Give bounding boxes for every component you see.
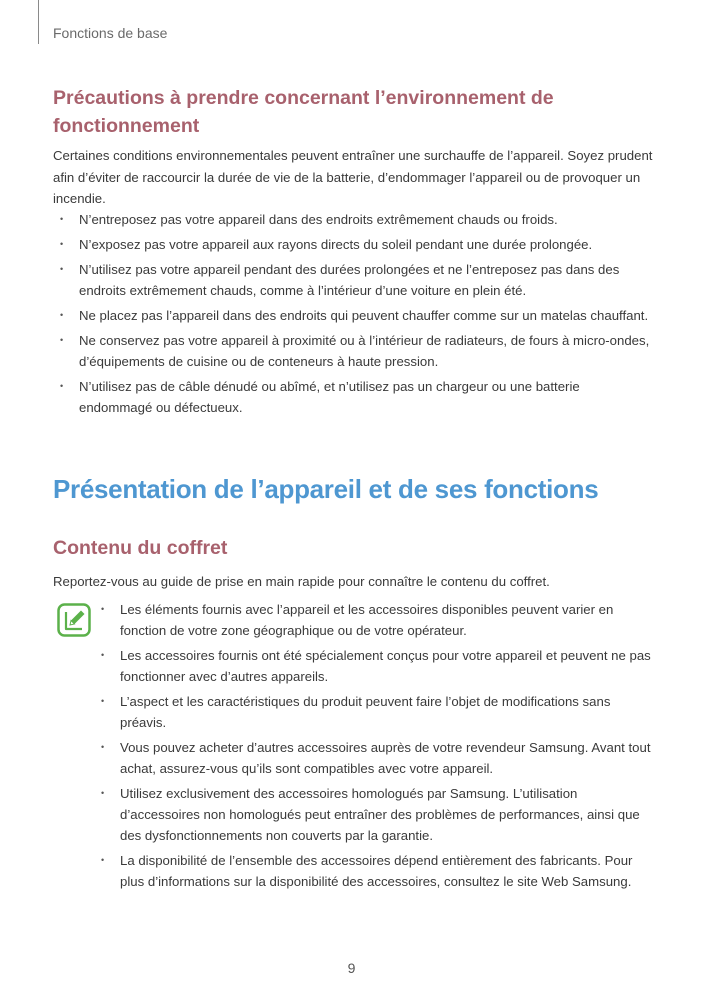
running-header: Fonctions de base — [53, 25, 168, 41]
list-item: • La disponibilité de l’ensemble des accessoires dépend entièrement des fabricants. Pour plus d’informations sur la disponibilité des accessoires, consultez le site Web Samsung. — [94, 850, 654, 892]
page-number: 9 — [347, 960, 356, 976]
list-item: • Ne placez pas l’appareil dans des endroits qui peuvent chauffer comme sur un matelas chauffant. — [53, 305, 653, 326]
note-pencil-icon — [57, 603, 91, 637]
list-item: • Utilisez exclusivement des accessoires homologués par Samsung. L’utilisation d’accessoires non homologués peut entraîner des problèmes de performances, ainsi que des dysfonctionnements non couverts par la garantie. — [94, 783, 654, 846]
list-item: • Ne conservez pas votre appareil à proximité ou à l’intérieur de radiateurs, de fours à micro-ondes, d’équipements de cuisine ou de conteneurs à haute pression. — [53, 330, 653, 372]
contenu-heading: Contenu du coffret — [53, 537, 228, 559]
contenu-notes-list — [94, 599, 654, 896]
list-item: • N’entreposez pas votre appareil dans des endroits extrêmement chauds ou froids. — [53, 209, 653, 230]
list-item: • N’utilisez pas votre appareil pendant des durées prolongées et ne l’entreposez pas dans des endroits extrêmement chauds, comme à l’intérieur d’une voiture en plein été. — [53, 259, 653, 301]
list-item: • N’exposez pas votre appareil aux rayons directs du soleil pendant une durée prolongée. — [53, 234, 653, 255]
header-divider — [38, 0, 39, 44]
list-item: • Les accessoires fournis ont été spécialement conçus pour votre appareil et peuvent ne pas fonctionner avec d’autres appareils. — [94, 645, 654, 687]
precautions-heading: Précautions à prendre concernant l’environnement de fonctionnement — [53, 87, 554, 137]
list-item: • Les éléments fournis avec l’appareil et les accessoires disponibles peuvent varier en fonction de votre zone géographique ou de votre opérateur. — [94, 599, 654, 641]
chapter-heading: Présentation de l’appareil et de ses fonctions — [53, 474, 599, 504]
list-item: • N’utilisez pas de câble dénudé ou abîmé, et n’utilisez pas un chargeur ou une batterie endommagé ou défectueux. — [53, 376, 653, 418]
contenu-intro: Reportez-vous au guide de prise en main rapide pour connaître le contenu du coffret. — [53, 574, 550, 589]
precautions-intro: Certaines conditions environnementales peuvent entraîner une surchauffe de l’appareil. Soyez prudent afin d’éviter de raccourcir la durée de vie de la batterie, d’endommager l’appareil ou de provoquer un incendie. — [53, 148, 653, 206]
precautions-list — [53, 209, 653, 422]
list-item: • L’aspect et les caractéristiques du produit peuvent faire l’objet de modifications sans préavis. — [94, 691, 654, 733]
list-item: • Vous pouvez acheter d’autres accessoires auprès de votre revendeur Samsung. Avant tout achat, assurez-vous qu’ils sont compatibles avec votre appareil. — [94, 737, 654, 779]
